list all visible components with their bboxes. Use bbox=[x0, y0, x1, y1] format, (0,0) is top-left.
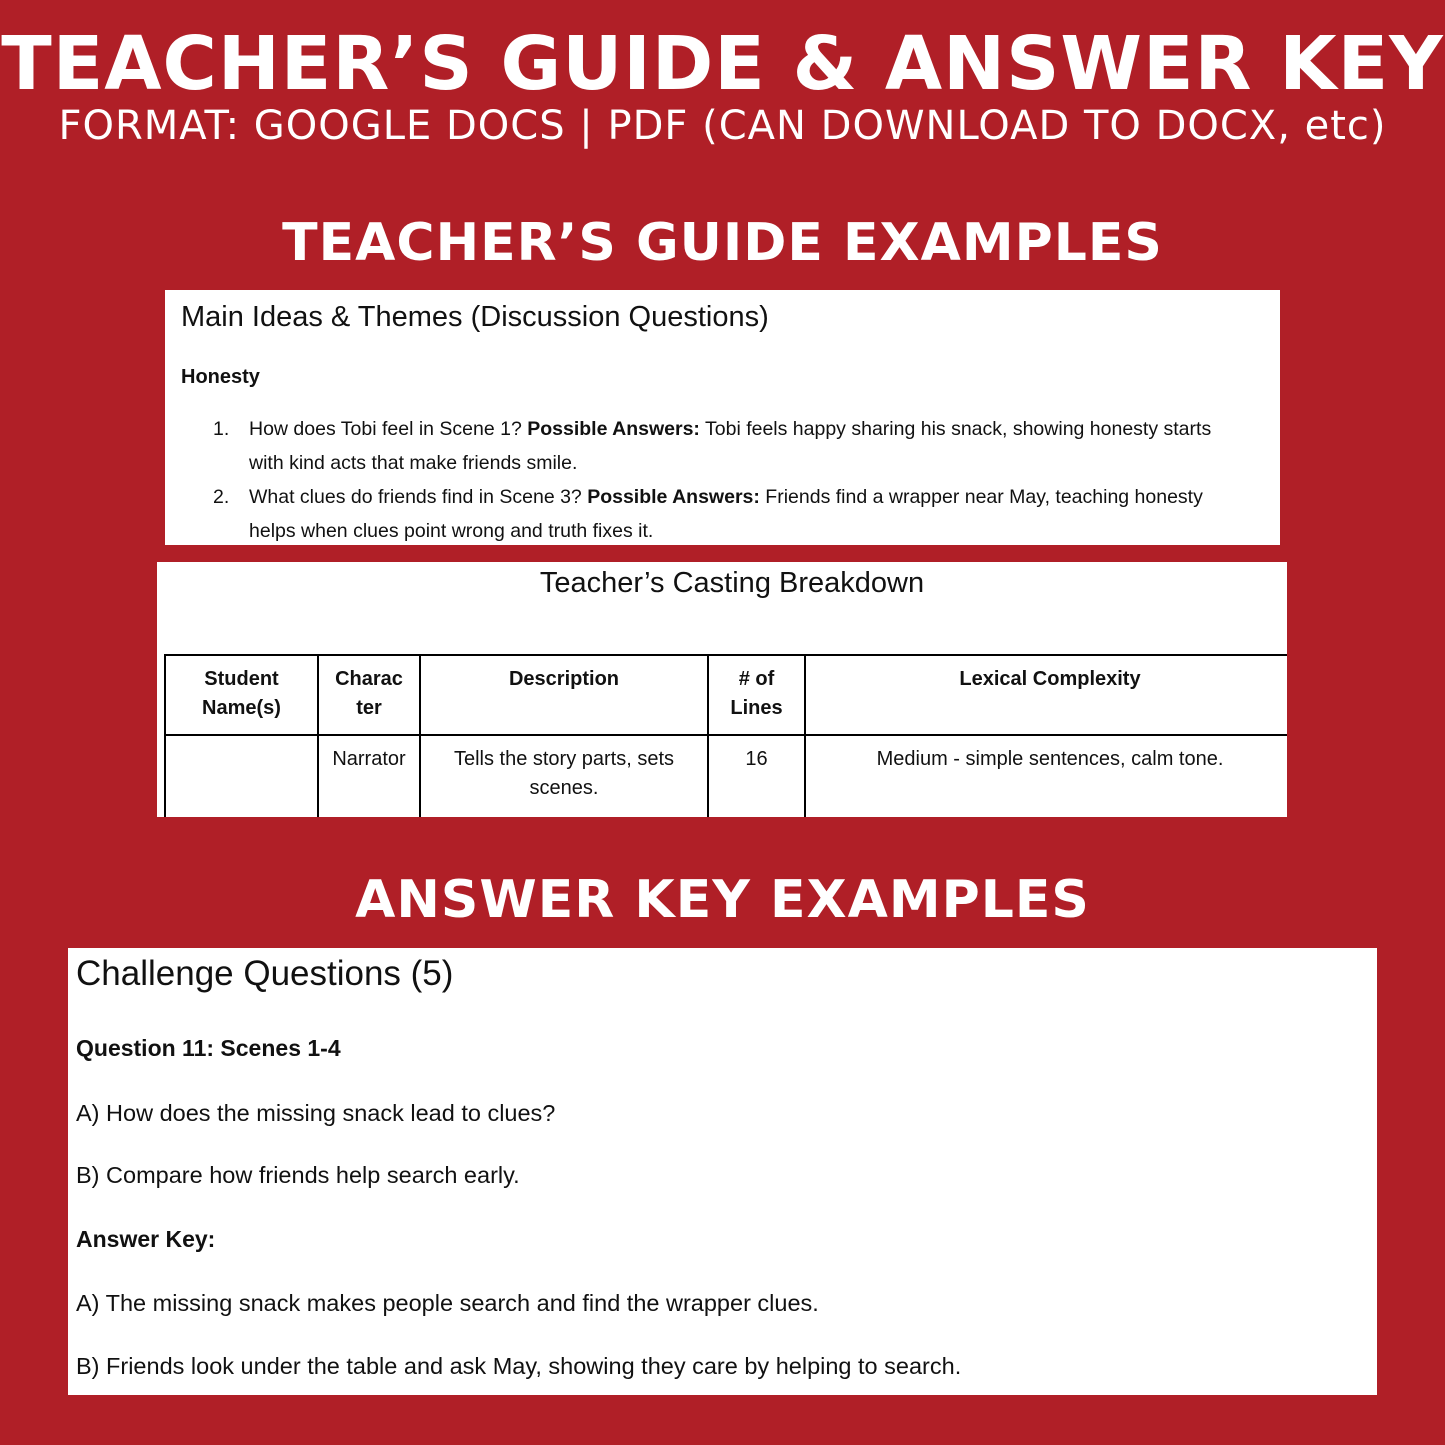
challenge-questions-heading: Challenge Questions (5) bbox=[76, 954, 454, 993]
page-title: TEACHER’S GUIDE & ANSWER KEY bbox=[1, 21, 1444, 107]
item-number: 1. bbox=[213, 418, 230, 440]
casting-document-excerpt bbox=[157, 562, 1287, 817]
question-label: Question 11: Scenes 1-4 bbox=[76, 1035, 341, 1061]
question-text: How does Tobi feel in Scene 1? bbox=[249, 418, 528, 440]
answer-text: Tobi feels happy sharing his snack, showing honesty starts with kind acts that make friends smile. bbox=[249, 418, 1212, 474]
table-header-row bbox=[165, 655, 1287, 735]
cell-lines: 16 bbox=[708, 735, 805, 817]
cell-description: Tells the story parts, sets scenes. bbox=[420, 735, 708, 817]
guide-section-title: TEACHER’S GUIDE EXAMPLES bbox=[282, 213, 1163, 273]
column-header-lexical-complexity: Lexical Complexity bbox=[805, 655, 1287, 735]
table-row bbox=[165, 735, 1287, 817]
answer-key-label: Answer Key: bbox=[76, 1226, 216, 1252]
column-header-student-names: Student Name(s) bbox=[165, 655, 318, 735]
theme-honesty-heading: Honesty bbox=[181, 366, 260, 388]
cell-lexical-complexity: Medium - simple sentences, calm tone. bbox=[805, 735, 1287, 817]
question-a: A) How does the missing snack lead to clues? bbox=[76, 1100, 556, 1126]
answer-a: A) The missing snack makes people search and find the wrapper clues. bbox=[76, 1290, 819, 1316]
casting-table bbox=[164, 654, 1287, 817]
answer-text: Friends find a wrapper near May, teaching honesty helps when clues point wrong and truth fixes it. bbox=[249, 486, 1203, 542]
item-number: 2. bbox=[213, 486, 230, 508]
possible-answers-label: Possible Answers: bbox=[587, 486, 760, 508]
cell-student-names bbox=[165, 735, 318, 817]
column-header-description: Description bbox=[420, 655, 708, 735]
format-subtitle: FORMAT: GOOGLE DOCS | PDF (CAN DOWNLOAD TO DOCX, etc) bbox=[58, 103, 1387, 149]
answer-section-title: ANSWER KEY EXAMPLES bbox=[355, 870, 1090, 930]
possible-answers-label: Possible Answers: bbox=[527, 418, 700, 440]
column-header-lines: # of Lines bbox=[708, 655, 805, 735]
question-b: B) Compare how friends help search early. bbox=[76, 1162, 520, 1188]
discussion-question-list bbox=[213, 412, 1243, 545]
column-header-character: Charac ter bbox=[318, 655, 420, 735]
themes-document-excerpt bbox=[165, 290, 1280, 545]
casting-table-title: Teacher’s Casting Breakdown bbox=[539, 567, 925, 599]
question-text: What clues do friends find in Scene 3? bbox=[249, 486, 588, 508]
answer-b: B) Friends look under the table and ask May, showing they care by helping to search. bbox=[76, 1353, 962, 1379]
themes-heading: Main Ideas & Themes (Discussion Questions) bbox=[181, 301, 769, 333]
discussion-question-item bbox=[213, 412, 1243, 480]
cell-character: Narrator bbox=[318, 735, 420, 817]
discussion-question-item bbox=[213, 480, 1243, 545]
answer-key-document-excerpt bbox=[68, 948, 1377, 1395]
